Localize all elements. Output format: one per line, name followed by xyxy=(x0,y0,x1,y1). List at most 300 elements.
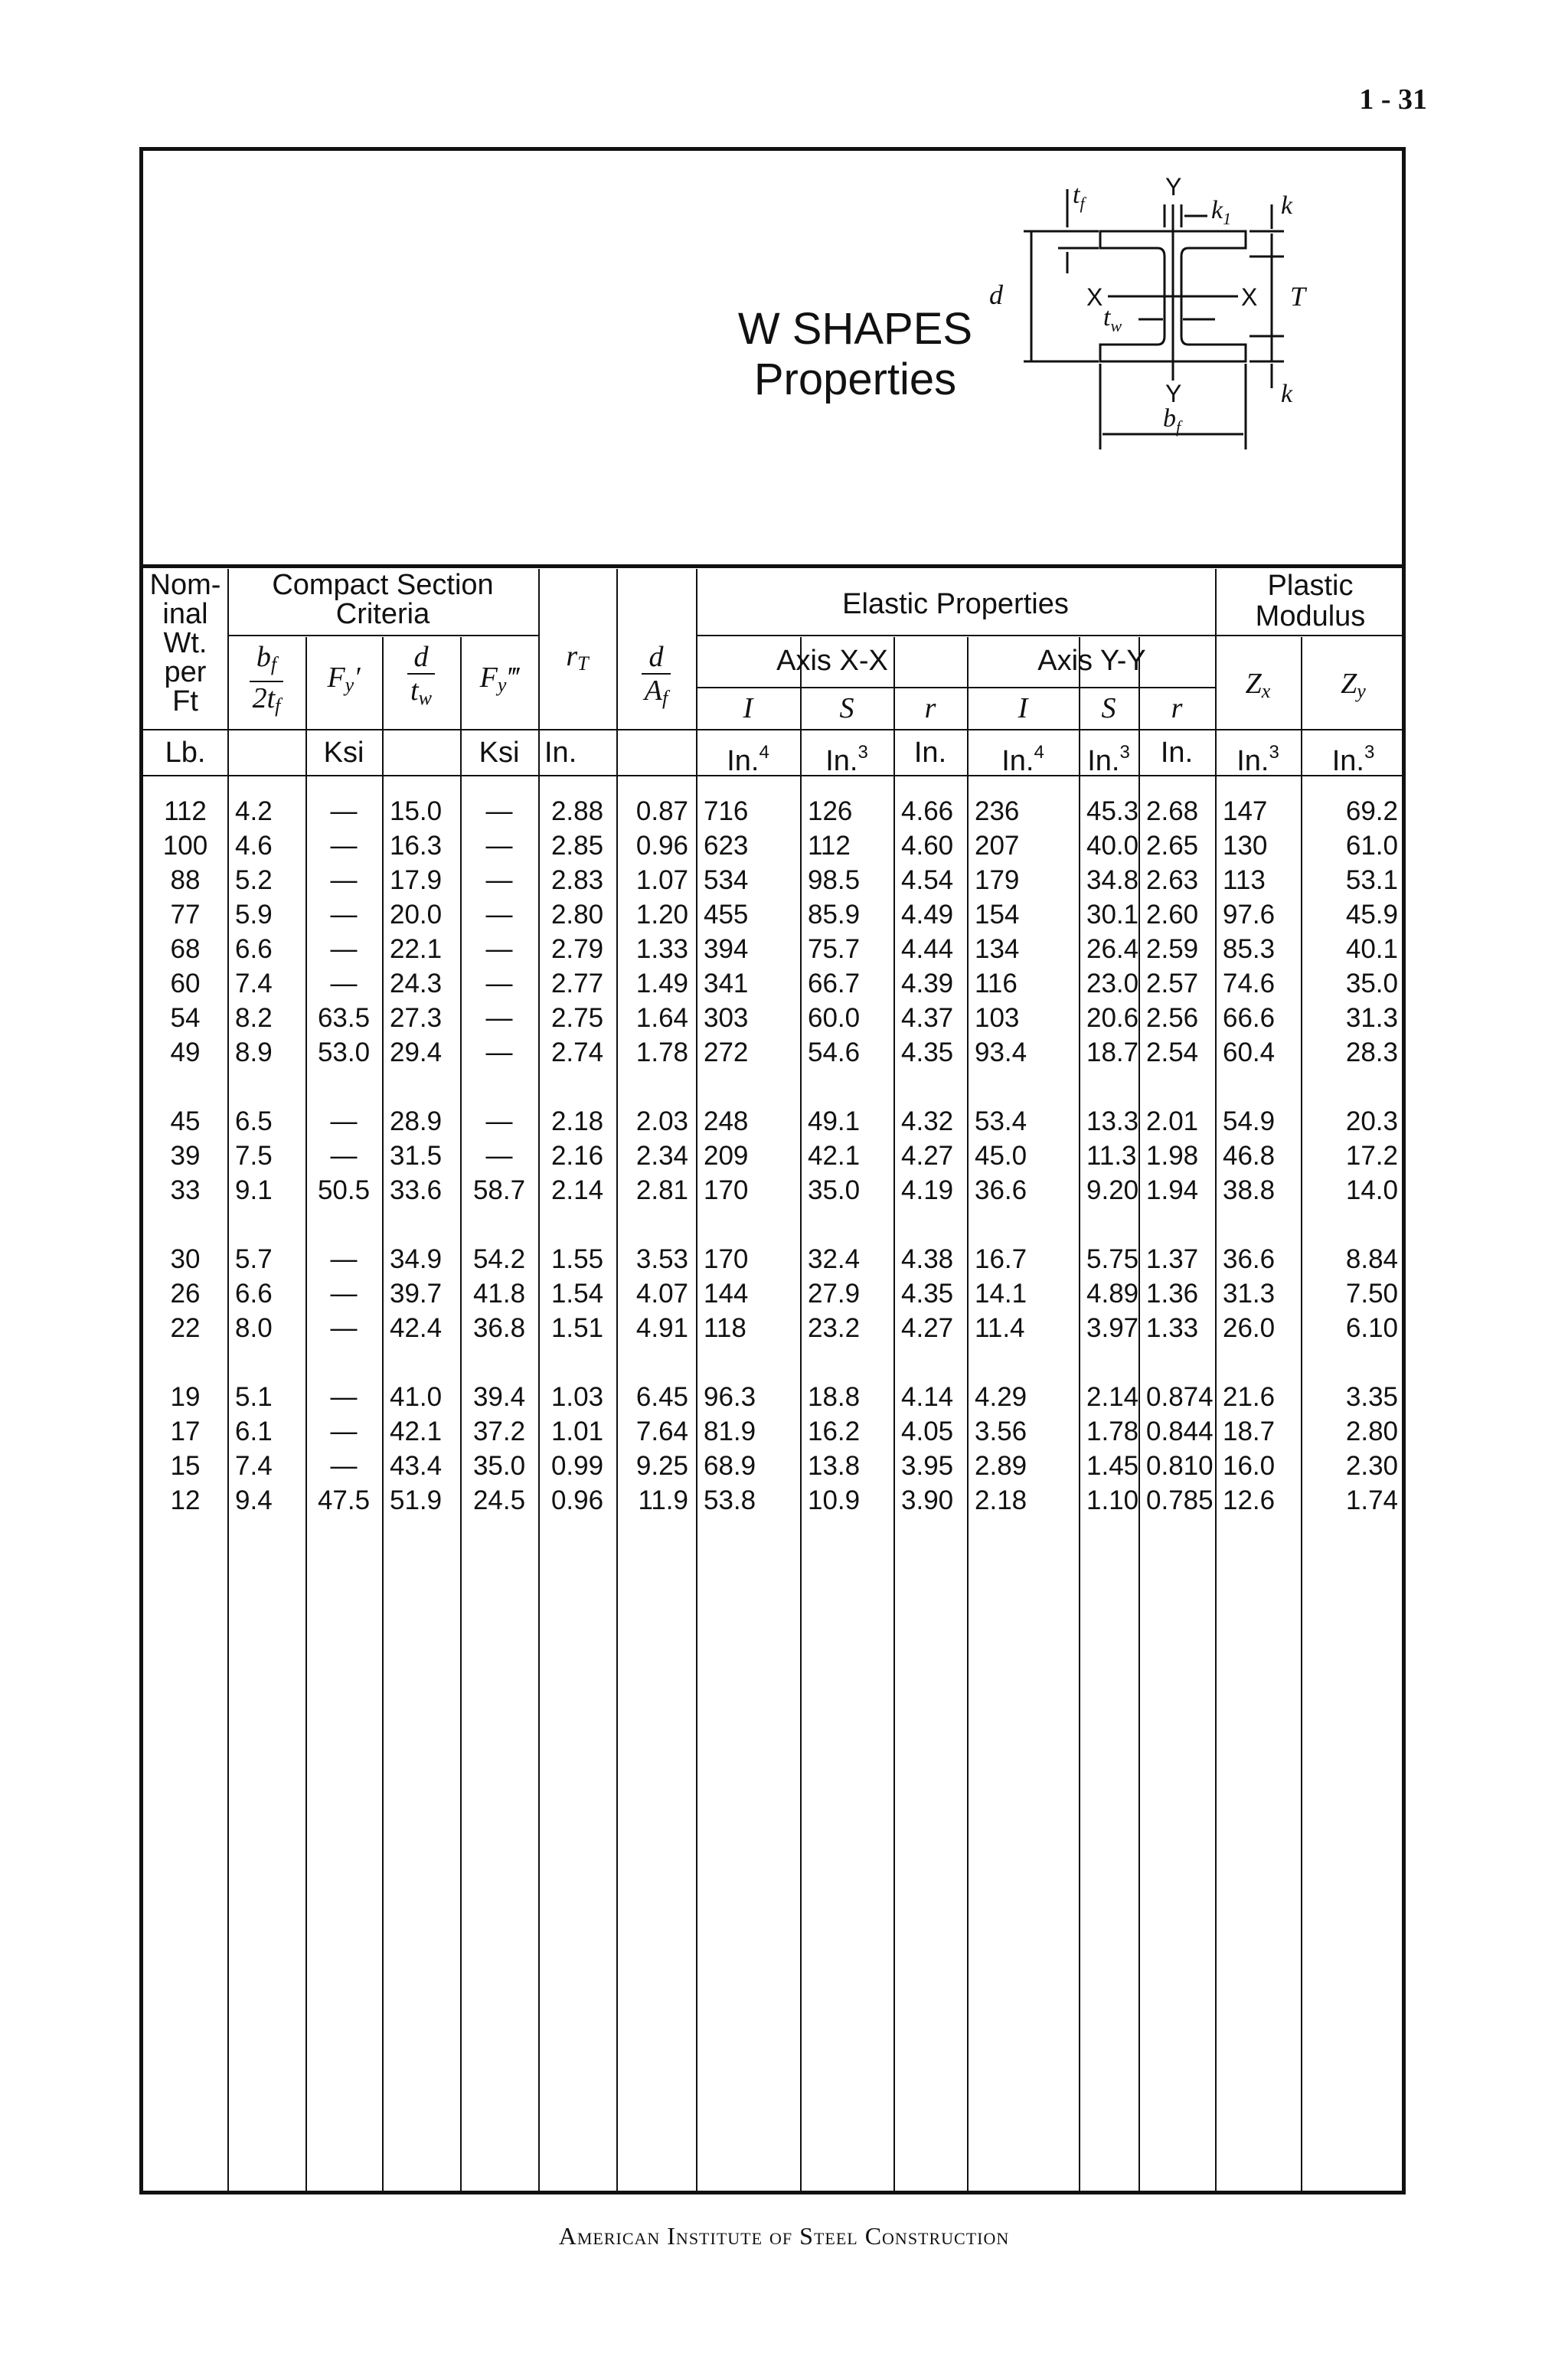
cell-zx: 147 xyxy=(1223,796,1268,826)
unit-in4-x: In.$^4$ xyxy=(727,742,769,777)
cell-rx: 4.66 xyxy=(901,796,954,826)
cell-ix: 170 xyxy=(704,1244,749,1274)
table-body xyxy=(143,794,1402,1518)
cell-nominal-wt: 22 xyxy=(170,1313,201,1343)
cell-sx: 60.0 xyxy=(808,1003,861,1033)
cell-ry: 2.57 xyxy=(1146,969,1199,998)
cell-ry: 1.98 xyxy=(1146,1141,1199,1171)
cell-d-af: 1.33 xyxy=(635,934,688,964)
cell-fy-prime: 63.5 xyxy=(317,1003,371,1033)
cell-rt: 2.83 xyxy=(550,865,604,895)
cell-d-tw: 27.3 xyxy=(390,1003,443,1033)
cell-bf-2tf: 5.9 xyxy=(235,900,273,930)
cell-sx: 66.7 xyxy=(808,969,861,998)
cell-sy: 1.10 xyxy=(1086,1485,1139,1515)
header-nominal-line: inal xyxy=(162,598,208,630)
diagram-bf-label: $b_f$ xyxy=(1163,404,1181,436)
diagram-k-top: k xyxy=(1281,191,1293,220)
cell-rt: 1.55 xyxy=(550,1244,604,1274)
page-number: 1 - 31 xyxy=(1359,83,1427,116)
cell-zx: 18.7 xyxy=(1223,1417,1276,1446)
cell-sy: 45.3 xyxy=(1086,796,1139,826)
cell-fy-prime: — xyxy=(330,1417,358,1446)
header-nominal-line: Nom- xyxy=(149,569,221,601)
cell-iy: 11.4 xyxy=(975,1313,1025,1343)
cell-fy-triple: 54.2 xyxy=(472,1244,526,1274)
unit-in3-x: In.$^3$ xyxy=(825,742,868,777)
cell-ix: 68.9 xyxy=(704,1451,756,1481)
unit-in3-zy: In.$^3$ xyxy=(1331,742,1375,777)
cell-bf-2tf: 6.1 xyxy=(235,1417,273,1446)
table-row xyxy=(143,1001,1402,1035)
header-axis-yy: Axis Y-Y xyxy=(1037,645,1146,677)
cell-sy: 20.6 xyxy=(1086,1003,1139,1033)
cell-d-tw: 22.1 xyxy=(390,934,443,964)
cell-nominal-wt: 49 xyxy=(170,1038,201,1067)
cell-bf-2tf: 6.6 xyxy=(235,1279,273,1309)
table-row xyxy=(143,1104,1402,1139)
cell-bf-2tf: 8.0 xyxy=(235,1313,273,1343)
cell-rx: 4.19 xyxy=(901,1175,954,1205)
cell-sy: 5.75 xyxy=(1086,1244,1139,1274)
cell-rt: 2.80 xyxy=(550,900,604,930)
cell-sy: 30.1 xyxy=(1086,900,1139,930)
cell-sx: 27.9 xyxy=(808,1279,861,1309)
cell-rx: 4.35 xyxy=(901,1038,954,1067)
group-spacer xyxy=(143,1345,1402,1380)
cell-sy: 34.8 xyxy=(1086,865,1139,895)
cell-zx: 31.3 xyxy=(1223,1279,1276,1309)
cell-rt: 2.14 xyxy=(550,1175,604,1205)
cell-iy: 3.56 xyxy=(975,1417,1027,1446)
cell-iy: 2.89 xyxy=(975,1451,1027,1481)
title-line-2: Properties xyxy=(753,355,957,404)
cell-fy-triple: — xyxy=(485,934,513,964)
cell-fy-prime: — xyxy=(330,1382,358,1412)
cell-zy: 3.35 xyxy=(1345,1382,1398,1412)
diagram-y-top: Y xyxy=(1165,173,1182,201)
cell-d-af: 9.25 xyxy=(635,1451,688,1481)
cell-bf-2tf: 4.6 xyxy=(235,831,273,861)
cell-rx: 4.05 xyxy=(901,1417,954,1446)
cell-sx: 54.6 xyxy=(808,1038,861,1067)
cell-ry: 2.01 xyxy=(1146,1106,1199,1136)
cell-zx: 38.8 xyxy=(1223,1175,1276,1205)
cell-sy: 1.78 xyxy=(1086,1417,1139,1446)
cell-d-af: 1.49 xyxy=(635,969,688,998)
table-row xyxy=(143,1483,1402,1518)
row-line xyxy=(227,635,538,636)
cell-bf-2tf: 7.4 xyxy=(235,1451,273,1481)
header-bf-2tf: $\frac{b_f}{2t_f}$ xyxy=(227,641,305,722)
table-row xyxy=(143,1276,1402,1311)
unit-ksi-fy: Ksi xyxy=(323,737,364,769)
cell-fy-triple: — xyxy=(485,796,513,826)
cell-ix: 623 xyxy=(704,831,749,861)
cell-rx: 4.60 xyxy=(901,831,954,861)
cell-sy: 23.0 xyxy=(1086,969,1139,998)
cell-sy: 26.4 xyxy=(1086,934,1139,964)
cell-zy: 17.2 xyxy=(1345,1141,1398,1171)
cell-zx: 21.6 xyxy=(1223,1382,1276,1412)
cell-d-af: 0.96 xyxy=(635,831,688,861)
table-row xyxy=(143,932,1402,966)
cell-bf-2tf: 7.4 xyxy=(235,969,273,998)
cell-zx: 113 xyxy=(1223,865,1266,895)
cell-nominal-wt: 88 xyxy=(170,865,201,895)
cell-nominal-wt: 26 xyxy=(170,1279,201,1309)
header-sx: S xyxy=(839,692,854,724)
group-spacer xyxy=(143,1208,1402,1242)
table-row xyxy=(143,828,1402,863)
cell-zx: 36.6 xyxy=(1223,1244,1276,1274)
header-elastic-properties: Elastic Properties xyxy=(842,588,1069,620)
cell-fy-triple: 41.8 xyxy=(472,1279,526,1309)
cell-nominal-wt: 33 xyxy=(170,1175,201,1205)
cell-d-tw: 42.4 xyxy=(390,1313,443,1343)
cell-rx: 4.38 xyxy=(901,1244,954,1274)
header-compact-line: Compact Section xyxy=(272,569,494,601)
table-row xyxy=(143,1139,1402,1173)
diagram-tf-label: $t_f$ xyxy=(1073,181,1085,213)
cell-sx: 49.1 xyxy=(808,1106,861,1136)
diagram-t-label: T xyxy=(1290,281,1306,312)
cell-ry: 2.56 xyxy=(1146,1003,1199,1033)
cell-zy: 53.1 xyxy=(1345,865,1398,895)
cell-zx: 130 xyxy=(1223,831,1268,861)
cell-sy: 40.0 xyxy=(1086,831,1139,861)
cell-fy-prime: — xyxy=(330,1106,358,1136)
cell-bf-2tf: 5.1 xyxy=(235,1382,273,1412)
cell-nominal-wt: 39 xyxy=(170,1141,201,1171)
cell-bf-2tf: 6.5 xyxy=(235,1106,273,1136)
cell-iy: 93.4 xyxy=(975,1038,1027,1067)
cell-ry: 2.60 xyxy=(1146,900,1199,930)
cell-d-tw: 29.4 xyxy=(390,1038,443,1067)
cell-bf-2tf: 8.9 xyxy=(235,1038,273,1067)
table-row xyxy=(143,966,1402,1001)
cell-zy: 35.0 xyxy=(1345,969,1398,998)
cell-d-tw: 33.6 xyxy=(390,1175,443,1205)
cell-zx: 26.0 xyxy=(1223,1313,1276,1343)
cell-fy-triple: — xyxy=(485,831,513,861)
cell-d-tw: 24.3 xyxy=(390,969,443,998)
header-nominal-line: Wt. xyxy=(163,627,207,659)
cell-d-af: 1.78 xyxy=(635,1038,688,1067)
header-plastic-line: Plastic xyxy=(1267,570,1354,602)
cell-zy: 7.50 xyxy=(1345,1279,1398,1309)
cell-d-af: 11.9 xyxy=(638,1485,688,1515)
cell-fy-prime: — xyxy=(330,865,358,895)
diagram-x-right: X xyxy=(1241,283,1258,311)
cell-ry: 1.33 xyxy=(1146,1313,1199,1343)
table-row xyxy=(143,1449,1402,1483)
cell-nominal-wt: 60 xyxy=(170,969,201,998)
cell-rt: 0.96 xyxy=(550,1485,604,1515)
cell-zx: 12.6 xyxy=(1223,1485,1276,1515)
cell-fy-prime: — xyxy=(330,1244,358,1274)
cell-zy: 2.30 xyxy=(1345,1451,1398,1481)
cell-sx: 85.9 xyxy=(808,900,861,930)
cell-zy: 28.3 xyxy=(1345,1038,1398,1067)
cell-nominal-wt: 30 xyxy=(170,1244,201,1274)
header-iy: I xyxy=(1018,692,1028,724)
cell-d-tw: 39.7 xyxy=(390,1279,443,1309)
cell-ry: 0.874 xyxy=(1146,1382,1214,1412)
cell-fy-triple: — xyxy=(485,865,513,895)
cell-sx: 13.8 xyxy=(808,1451,861,1481)
cell-zy: 8.84 xyxy=(1345,1244,1398,1274)
cell-iy: 116 xyxy=(975,969,1018,998)
cell-ix: 81.9 xyxy=(704,1417,756,1446)
cell-d-tw: 31.5 xyxy=(390,1141,443,1171)
cell-fy-triple: — xyxy=(485,969,513,998)
cell-ix: 118 xyxy=(704,1313,746,1343)
cell-sx: 42.1 xyxy=(808,1141,861,1171)
cell-zx: 74.6 xyxy=(1223,969,1276,998)
cell-d-tw: 43.4 xyxy=(390,1451,443,1481)
cell-zx: 66.6 xyxy=(1223,1003,1276,1033)
cell-zy: 6.10 xyxy=(1345,1313,1398,1343)
cell-rx: 4.35 xyxy=(901,1279,954,1309)
cell-rt: 1.51 xyxy=(550,1313,604,1343)
row-line xyxy=(696,687,1215,688)
cell-zx: 85.3 xyxy=(1223,934,1276,964)
cell-rt: 1.01 xyxy=(550,1417,604,1446)
cell-ry: 2.68 xyxy=(1146,796,1199,826)
cell-ix: 144 xyxy=(704,1279,749,1309)
header-plastic-modulus xyxy=(1215,570,1406,632)
cell-bf-2tf: 4.2 xyxy=(235,796,273,826)
table-frame xyxy=(139,147,1406,2194)
cell-fy-prime: — xyxy=(330,1141,358,1171)
cell-iy: 36.6 xyxy=(975,1175,1027,1205)
row-line xyxy=(696,635,1406,636)
cell-rx: 4.27 xyxy=(901,1141,954,1171)
cell-zy: 14.0 xyxy=(1345,1175,1398,1205)
cell-ry: 1.36 xyxy=(1146,1279,1199,1309)
cell-d-af: 3.53 xyxy=(635,1244,688,1274)
cell-fy-triple: — xyxy=(485,900,513,930)
cell-d-af: 2.34 xyxy=(635,1141,688,1171)
cell-sy: 18.7 xyxy=(1086,1038,1139,1067)
cell-sy: 3.97 xyxy=(1086,1313,1139,1343)
cell-rx: 3.90 xyxy=(901,1485,954,1515)
header-nominal-weight xyxy=(143,570,227,716)
cell-d-tw: 15.0 xyxy=(390,796,443,826)
cell-rx: 4.27 xyxy=(901,1313,954,1343)
cell-iy: 53.4 xyxy=(975,1106,1027,1136)
cell-fy-triple: — xyxy=(485,1141,513,1171)
cell-sy: 11.3 xyxy=(1086,1141,1137,1171)
unit-in4-y: In.$^4$ xyxy=(1001,742,1044,777)
cell-d-tw: 51.9 xyxy=(390,1485,443,1515)
cell-zx: 54.9 xyxy=(1223,1106,1276,1136)
unit-in-rx: In. xyxy=(913,737,947,769)
cell-rt: 2.88 xyxy=(550,796,604,826)
diagram-y-bottom: Y xyxy=(1165,380,1182,407)
unit-in3-zx: In.$^3$ xyxy=(1236,742,1279,777)
cell-rx: 4.37 xyxy=(901,1003,954,1033)
cell-rx: 4.44 xyxy=(901,934,954,964)
cell-iy: 16.7 xyxy=(975,1244,1027,1274)
cell-ix: 394 xyxy=(704,934,749,964)
cell-d-af: 2.81 xyxy=(635,1175,688,1205)
cell-fy-triple: 37.2 xyxy=(472,1417,526,1446)
unit-ksi-fy3: Ksi xyxy=(479,737,520,769)
header-plastic-line: Modulus xyxy=(1255,600,1366,632)
cell-d-af: 1.20 xyxy=(635,900,688,930)
cell-sy: 13.3 xyxy=(1086,1106,1139,1136)
header-d-af: $\frac{d}{A_f}$ xyxy=(616,641,696,714)
cell-fy-prime: — xyxy=(330,934,358,964)
cell-iy: 154 xyxy=(975,900,1020,930)
diagram-tw-label: $t_w$ xyxy=(1103,303,1122,335)
cell-fy-triple: 35.0 xyxy=(472,1451,526,1481)
cell-d-af: 1.64 xyxy=(635,1003,688,1033)
header-rx: r xyxy=(924,692,936,724)
table-row xyxy=(143,1380,1402,1414)
cell-iy: 134 xyxy=(975,934,1020,964)
header-nominal-line: Ft xyxy=(172,685,198,717)
diagram-x-left: X xyxy=(1086,283,1103,311)
cell-ry: 2.63 xyxy=(1146,865,1199,895)
header-divider xyxy=(143,564,1402,568)
publisher-footer: American Institute of Steel Construction xyxy=(558,2222,1010,2250)
unit-in3-y: In.$^3$ xyxy=(1087,742,1130,777)
cell-d-af: 2.03 xyxy=(635,1106,688,1136)
cell-ix: 341 xyxy=(704,969,749,998)
cell-rt: 2.16 xyxy=(550,1141,604,1171)
cell-ry: 1.37 xyxy=(1146,1244,1199,1274)
cell-nominal-wt: 17 xyxy=(170,1417,201,1446)
cell-zy: 1.74 xyxy=(1345,1485,1398,1515)
cell-fy-triple: 24.5 xyxy=(472,1485,526,1515)
cell-ry: 2.59 xyxy=(1146,934,1199,964)
header-compact-section xyxy=(227,570,538,629)
cell-fy-prime: — xyxy=(330,1279,358,1309)
unit-in-ry: In. xyxy=(1160,737,1194,769)
cell-ix: 96.3 xyxy=(704,1382,756,1412)
cell-fy-prime: — xyxy=(330,1451,358,1481)
cell-ry: 2.54 xyxy=(1146,1038,1199,1067)
cell-bf-2tf: 8.2 xyxy=(235,1003,273,1033)
cell-iy: 103 xyxy=(975,1003,1020,1033)
cell-ix: 170 xyxy=(704,1175,749,1205)
cell-iy: 236 xyxy=(975,796,1020,826)
cell-nominal-wt: 12 xyxy=(170,1485,201,1515)
cell-fy-prime: — xyxy=(330,969,358,998)
table-row xyxy=(143,794,1402,828)
cell-sx: 10.9 xyxy=(808,1485,861,1515)
cell-nominal-wt: 77 xyxy=(170,900,201,930)
cell-sx: 126 xyxy=(808,796,853,826)
cell-fy-prime: 53.0 xyxy=(317,1038,371,1067)
unit-in-rt: In. xyxy=(544,737,577,769)
cell-zy: 69.2 xyxy=(1345,796,1398,826)
cell-rx: 3.95 xyxy=(901,1451,954,1481)
cell-zx: 46.8 xyxy=(1223,1141,1276,1171)
row-line xyxy=(143,729,1406,730)
header-zy: $Z_y$ xyxy=(1341,668,1366,702)
cell-sx: 75.7 xyxy=(808,934,861,964)
cell-ix: 534 xyxy=(704,865,749,895)
cell-ix: 716 xyxy=(704,796,749,826)
cell-ix: 53.8 xyxy=(704,1485,756,1515)
cell-rx: 4.49 xyxy=(901,900,954,930)
cell-iy: 179 xyxy=(975,865,1020,895)
header-nominal-line: per xyxy=(164,656,207,688)
group-spacer xyxy=(143,1070,1402,1104)
table-row xyxy=(143,1242,1402,1276)
cell-d-af: 0.87 xyxy=(635,796,688,826)
cell-ix: 303 xyxy=(704,1003,749,1033)
cell-zx: 16.0 xyxy=(1223,1451,1276,1481)
cell-d-af: 4.91 xyxy=(635,1313,688,1343)
cell-d-tw: 17.9 xyxy=(390,865,443,895)
cell-rx: 4.54 xyxy=(901,865,954,895)
cell-d-af: 7.64 xyxy=(635,1417,688,1446)
cell-iy: 4.29 xyxy=(975,1382,1027,1412)
cell-ry: 0.810 xyxy=(1146,1451,1214,1481)
header-ix: I xyxy=(743,692,753,724)
w-shape-section-diagram xyxy=(916,158,1406,557)
diagram-d-label: d xyxy=(989,279,1003,310)
cell-bf-2tf: 6.6 xyxy=(235,934,273,964)
unit-lb: Lb. xyxy=(165,737,206,769)
diagram-k1-label: $k_1$ xyxy=(1211,196,1232,228)
cell-bf-2tf: 9.4 xyxy=(235,1485,273,1515)
cell-sx: 112 xyxy=(808,831,851,861)
header-d-tw: $\frac{d}{t_w}$ xyxy=(382,641,460,714)
cell-ry: 1.94 xyxy=(1146,1175,1199,1205)
cell-rt: 2.18 xyxy=(550,1106,604,1136)
cell-sy: 9.20 xyxy=(1086,1175,1139,1205)
cell-fy-triple: 39.4 xyxy=(472,1382,526,1412)
cell-fy-triple: 36.8 xyxy=(472,1313,526,1343)
cell-sx: 98.5 xyxy=(808,865,861,895)
cell-nominal-wt: 100 xyxy=(162,831,208,861)
diagram-k-bottom: k xyxy=(1281,380,1293,408)
cell-d-tw: 20.0 xyxy=(390,900,443,930)
cell-ix: 455 xyxy=(704,900,749,930)
cell-d-tw: 42.1 xyxy=(390,1417,443,1446)
cell-fy-triple: — xyxy=(485,1038,513,1067)
table-row xyxy=(143,1035,1402,1070)
cell-rt: 1.54 xyxy=(550,1279,604,1309)
cell-fy-prime: — xyxy=(330,831,358,861)
cell-rt: 1.03 xyxy=(550,1382,604,1412)
cell-rt: 2.79 xyxy=(550,934,604,964)
header-sy: S xyxy=(1101,692,1116,724)
cell-fy-triple: — xyxy=(485,1106,513,1136)
cell-rx: 4.14 xyxy=(901,1382,954,1412)
cell-rx: 4.39 xyxy=(901,969,954,998)
cell-d-af: 4.07 xyxy=(635,1279,688,1309)
cell-ix: 248 xyxy=(704,1106,749,1136)
cell-sx: 18.8 xyxy=(808,1382,861,1412)
cell-ix: 272 xyxy=(704,1038,749,1067)
cell-iy: 207 xyxy=(975,831,1020,861)
cell-zy: 40.1 xyxy=(1345,934,1398,964)
cell-nominal-wt: 19 xyxy=(170,1382,201,1412)
cell-d-af: 6.45 xyxy=(635,1382,688,1412)
cell-sy: 4.89 xyxy=(1086,1279,1139,1309)
cell-sy: 2.14 xyxy=(1086,1382,1139,1412)
cell-fy-prime: 50.5 xyxy=(317,1175,371,1205)
cell-bf-2tf: 5.2 xyxy=(235,865,273,895)
cell-fy-prime: — xyxy=(330,900,358,930)
